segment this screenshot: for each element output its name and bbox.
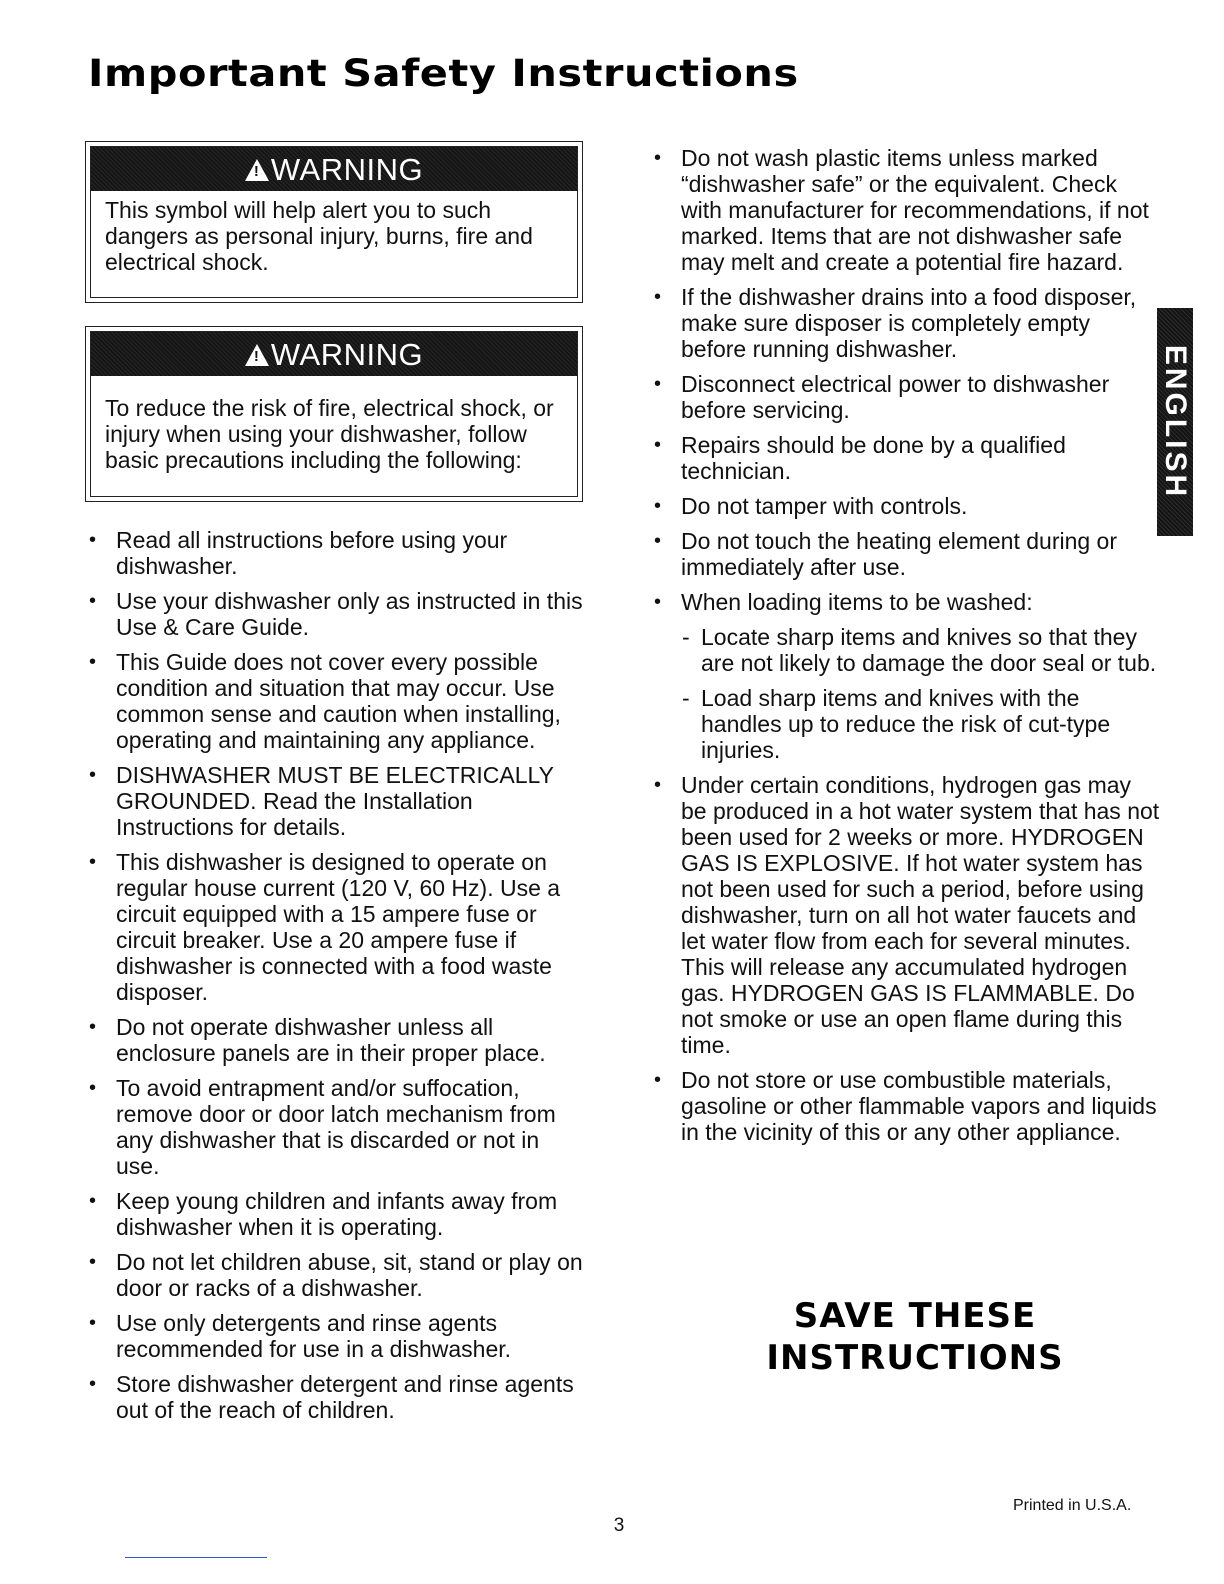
loading-intro: When loading items to be washed: <box>681 589 1033 615</box>
right-column <box>651 145 1161 1154</box>
language-label: ENGLISH <box>1159 344 1192 500</box>
printed-in-note: Printed in U.S.A. <box>1013 1497 1132 1514</box>
list-item: • Do not tamper with controls. <box>651 493 1161 519</box>
list-item: • Do not let children abuse, sit, stand or play on door or racks of a dishwasher. <box>86 1249 586 1301</box>
warning-header <box>91 147 577 191</box>
sub-list-item: - Load sharp items and knives with the handles up to reduce the risk of cut-type injuries. <box>681 685 1161 763</box>
list-item: • DISHWASHER MUST BE ELECTRICALLY GROUNDED. Read the Installation Instructions for details. <box>86 762 586 840</box>
warning-box-symbol <box>85 141 583 303</box>
save-line-2: INSTRUCTIONS <box>766 1338 1064 1378</box>
list-item: • Keep young children and infants away from dishwasher when it is operating. <box>86 1188 586 1240</box>
list-item: • To avoid entrapment and/or suffocation, remove door or door latch mechanism from any dishwasher that is discarded or not in use. <box>86 1075 586 1179</box>
sub-list-item: - Locate sharp items and knives so that they are not likely to damage the door seal or tub. <box>681 624 1161 676</box>
warning-triangle-icon <box>245 344 269 366</box>
list-item: • Use your dishwasher only as instructed in this Use & Care Guide. <box>86 588 586 640</box>
list-item: • Do not touch the heating element during or immediately after use. <box>651 528 1161 580</box>
list-item: • This Guide does not cover every possible condition and situation that may occur. Use common sense and caution when installing, operating and maintaining any appliance. <box>86 649 586 753</box>
warning-text: To reduce the risk of fire, electrical shock, or injury when using your dishwasher, follow basic precautions including the following: <box>105 395 554 473</box>
left-column <box>86 527 586 1432</box>
language-side-tab <box>1157 308 1193 536</box>
page-number: 3 <box>613 1515 625 1536</box>
list-item-loading <box>651 589 1161 763</box>
list-item: • Read all instructions before using your dishwasher. <box>86 527 586 579</box>
list-item: • Under certain conditions, hydrogen gas may be produced in a hot water system that has not been used for 2 weeks or more. HYDROGEN GAS IS EXPLOSIVE. If hot water system has not been used for such a period, before using dishwasher, turn on all hot water faucets and let water flow from each for several minutes. This will release any accumulated hydrogen gas. HYDROGEN GAS IS FLAMMABLE. Do not smoke or use an open flame during this time. <box>651 772 1161 1058</box>
right-bullet-list <box>651 145 1161 1145</box>
warning-triangle-icon <box>245 159 269 181</box>
list-item: • Repairs should be done by a qualified technician. <box>651 432 1161 484</box>
list-item: • Store dishwasher detergent and rinse agents out of the reach of children. <box>86 1371 586 1423</box>
warning-label: WARNING <box>270 152 424 187</box>
list-item: • Do not wash plastic items unless marked “dishwasher safe” or the equivalent. Check with manufacturer for recommendations, if not marked. Items that are not dishwasher safe may melt and create a potential fire hazard. <box>651 145 1161 275</box>
list-item: • This dishwasher is designed to operate on regular house current (120 V, 60 Hz). Use a circuit equipped with a 15 ampere fuse or circuit breaker. Use a 20 ampere fuse if dishwasher is connected with a food waste disposer. <box>86 849 586 1005</box>
page-title: Important Safety Instructions <box>88 52 799 95</box>
footer-divider <box>125 1557 267 1558</box>
warning-box-precautions <box>85 326 583 502</box>
list-item: • If the dishwasher drains into a food disposer, make sure disposer is completely empty before running dishwasher. <box>651 284 1161 362</box>
list-item: • Disconnect electrical power to dishwasher before servicing. <box>651 371 1161 423</box>
list-item: • Do not store or use combustible materials, gasoline or other flammable vapors and liquids in the vicinity of this or any other appliance. <box>651 1067 1161 1145</box>
save-instructions-heading <box>735 1295 1095 1379</box>
save-line-1: SAVE THESE <box>793 1296 1037 1336</box>
warning-text: This symbol will help alert you to such dangers as personal injury, burns, fire and electrical shock. <box>105 197 533 275</box>
warning-header <box>91 332 577 376</box>
list-item: • Do not operate dishwasher unless all enclosure panels are in their proper place. <box>86 1014 586 1066</box>
list-item: • Use only detergents and rinse agents recommended for use in a dishwasher. <box>86 1310 586 1362</box>
loading-sublist <box>681 624 1161 763</box>
warning-label: WARNING <box>270 337 424 372</box>
left-bullet-list <box>86 527 586 1423</box>
